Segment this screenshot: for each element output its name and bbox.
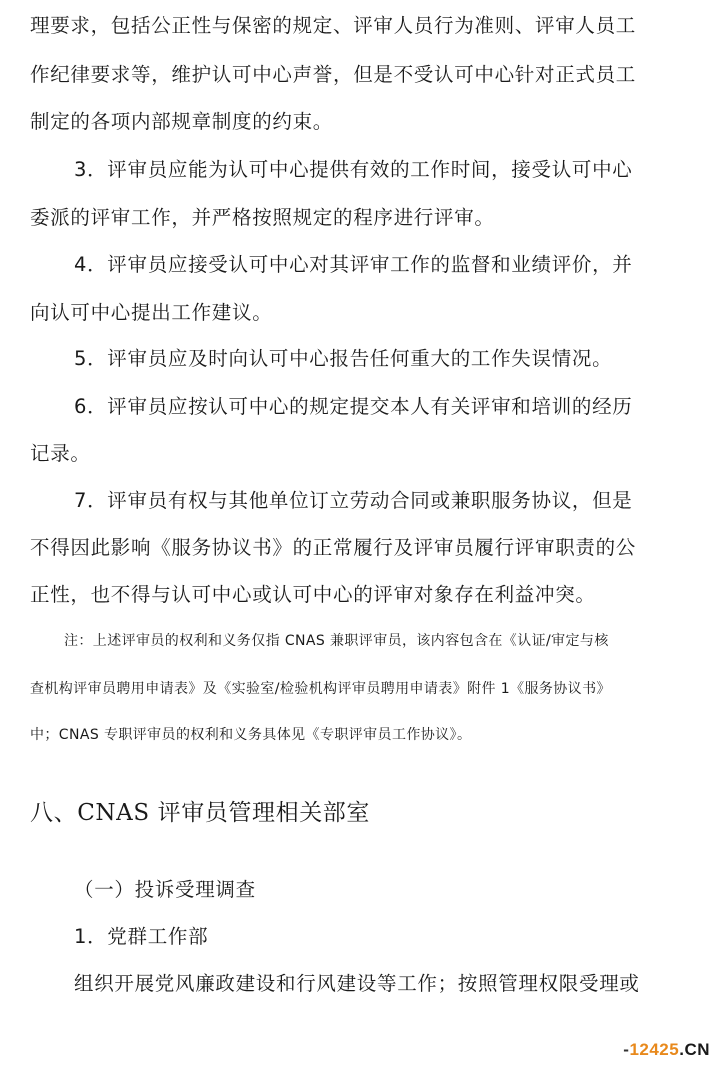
paragraph-line-10: 记录。 xyxy=(30,442,91,465)
site-watermark xyxy=(623,1040,710,1060)
item-text: 组织开展党风廉政建设和行风建设等工作；按照管理权限受理或 xyxy=(74,972,640,995)
paragraph-line-13: 正性，也不得与认可中心或认可中心的评审对象存在利益冲突。 xyxy=(30,583,596,606)
paragraph-line-12: 不得因此影响《服务协议书》的正常履行及评审员履行评审职责的公 xyxy=(30,536,637,559)
section-heading: 八、CNAS 评审员管理相关部室 xyxy=(30,800,371,826)
paragraph-line-5: 委派的评审工作，并严格按照规定的程序进行评审。 xyxy=(30,206,495,229)
paragraph-line-3: 制定的各项内部规章制度的约束。 xyxy=(30,110,334,133)
paragraph-line-4: 3．评审员应能为认可中心提供有效的工作时间，接受认可中心 xyxy=(74,158,633,181)
paragraph-line-7: 向认可中心提出工作建议。 xyxy=(30,301,273,324)
note-line-3: 中；CNAS 专职评审员的权利和义务具体见《专职评审员工作协议》。 xyxy=(30,727,472,743)
item-title: 1．党群工作部 xyxy=(74,925,209,948)
paragraph-line-11: 7．评审员有权与其他单位订立劳动合同或兼职服务协议，但是 xyxy=(74,489,633,512)
paragraph-line-9: 6．评审员应按认可中心的规定提交本人有关评审和培训的经历 xyxy=(74,395,633,418)
paragraph-line-6: 4．评审员应接受认可中心对其评审工作的监督和业绩评价，并 xyxy=(74,253,633,276)
watermark-dash: - xyxy=(623,1040,630,1059)
paragraph-line-1: 理要求，包括公正性与保密的规定、评审人员行为准则、评审人员工 xyxy=(30,14,637,37)
note-line-1: 注：上述评审员的权利和义务仅指 CNAS 兼职评审员，该内容包含在《认证/审定与核 xyxy=(64,633,609,649)
paragraph-line-2: 作纪律要求等，维护认可中心声誉，但是不受认可中心针对正式员工 xyxy=(30,63,637,86)
watermark-domain: .CN xyxy=(679,1040,710,1059)
watermark-number: 12425 xyxy=(629,1040,680,1059)
subsection-heading: （一）投诉受理调查 xyxy=(74,878,256,901)
paragraph-line-8: 5．评审员应及时向认可中心报告任何重大的工作失误情况。 xyxy=(74,347,613,370)
note-line-2: 查机构评审员聘用申请表》及《实验室/检验机构评审员聘用申请表》附件 1《服务协议书》 xyxy=(30,681,611,697)
